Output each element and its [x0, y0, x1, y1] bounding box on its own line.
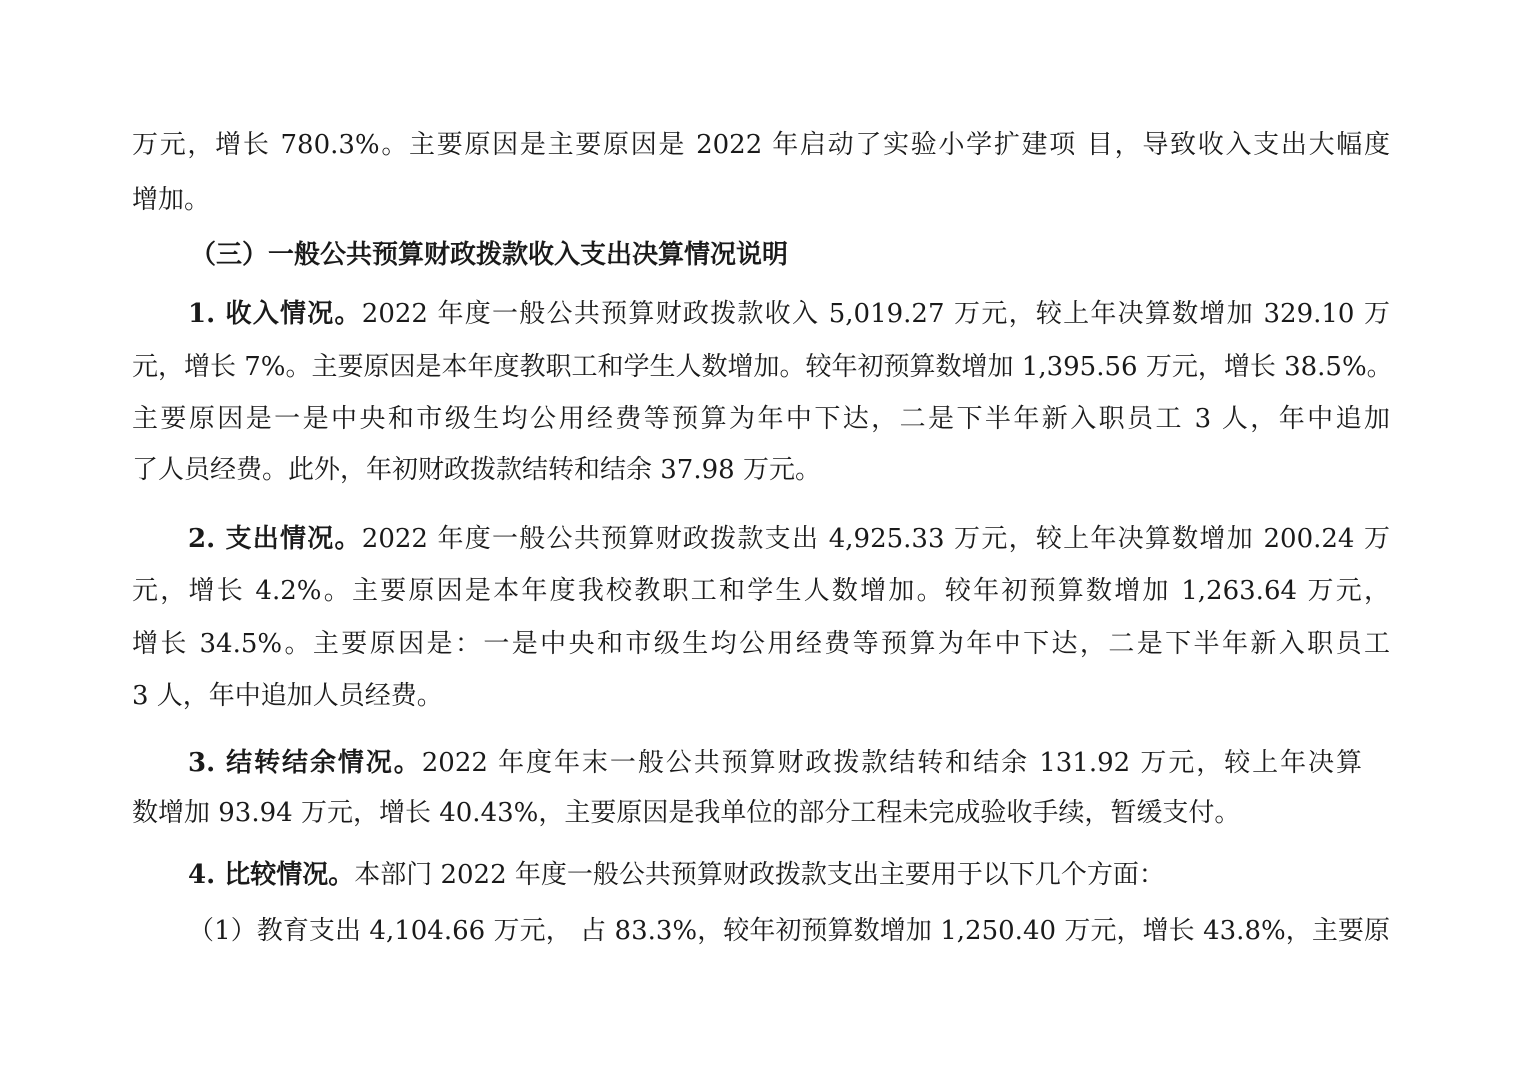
income-paragraph-line: 元，增长 7%。主要原因是本年度教职工和学生人数增加。较年初预算数增加 1,395.56 万元，增长 38.5%。 — [132, 352, 1393, 382]
income-text: 2022 年度一般公共预算财政拨款收入 5,019.27 万元，较上年决算数增加 329.10 万 — [361, 299, 1391, 329]
paragraph-line: 万元，增长 780.3%。主要原因是主要原因是 2022 年启动了实验小学扩建项 目，导致收入支出大幅度 — [132, 130, 1390, 160]
expenditure-paragraph-line — [188, 522, 1390, 556]
carryover-paragraph-line: 数增加 93.94 万元，增长 40.43%，主要原因是我单位的部分工程未完成验收手续，暂缓支付。 — [132, 798, 1241, 828]
income-lead: 1. 收入情况。 — [188, 299, 362, 329]
comparison-item-line: （1）教育支出 4,104.66 万元， 占 83.3%，较年初预算数增加 1,250.40 万元，增长 43.8%，主要原 — [188, 916, 1390, 946]
comparison-paragraph-line — [188, 858, 1390, 892]
carryover-lead: 3. 结转结余情况。 — [188, 748, 422, 778]
comparison-text: 本部门 2022 年度一般公共预算财政拨款支出主要用于以下几个方面： — [354, 860, 1165, 890]
income-paragraph-line — [188, 297, 1390, 331]
carryover-text: 2022 年度年末一般公共预算财政拨款结转和结余 131.92 万元，较上年决算 — [421, 748, 1362, 778]
paragraph-line: 增加。 — [132, 185, 211, 215]
expenditure-paragraph-line: 3 人，年中追加人员经费。 — [132, 681, 443, 711]
comparison-lead: 4. 比较情况。 — [188, 860, 355, 890]
expenditure-paragraph-line: 元，增长 4.2%。主要原因是本年度我校教职工和学生人数增加。较年初预算数增加 1,263.64 万元， — [132, 576, 1390, 606]
section-heading: （三）一般公共预算财政拨款收入支出决算情况说明 — [190, 240, 789, 270]
expenditure-text: 2022 年度一般公共预算财政拨款支出 4,925.33 万元，较上年决算数增加 200.24 万 — [361, 524, 1391, 554]
carryover-paragraph-line — [188, 746, 1362, 780]
expenditure-lead: 2. 支出情况。 — [188, 524, 362, 554]
expenditure-paragraph-line: 增长 34.5%。主要原因是：一是中央和市级生均公用经费等预算为年中下达，二是下半年新入职员工 — [132, 629, 1390, 659]
income-paragraph-line: 了人员经费。此外，年初财政拨款结转和结余 37.98 万元。 — [132, 455, 821, 485]
income-paragraph-line: 主要原因是一是中央和市级生均公用经费等预算为年中下达，二是下半年新入职员工 3 人，年中追加 — [132, 404, 1390, 434]
